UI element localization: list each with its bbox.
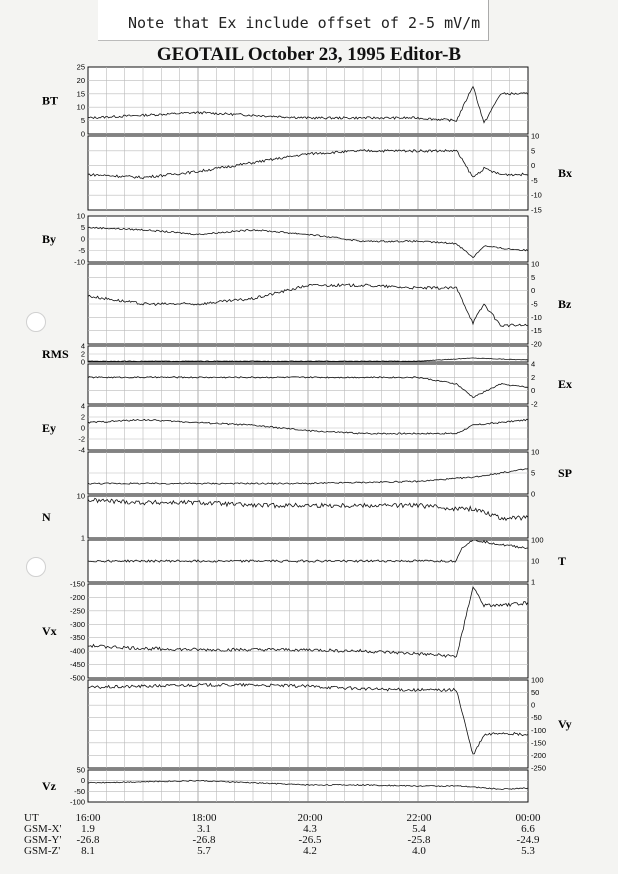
tick-label-Vx: -500 [69, 673, 85, 683]
tick-label-BT: 0 [80, 129, 85, 139]
tick-label-Ey: -2 [78, 434, 85, 444]
footer-value: 4.0 [412, 845, 426, 857]
tick-label-Bx: 5 [531, 146, 536, 156]
tick-label-Vz: 50 [76, 765, 85, 775]
ut-tick-label: 16:00 [75, 812, 101, 824]
note-text: Note that Ex include offset of 2-5 mV/m [128, 14, 481, 32]
tick-label-Bx: 10 [531, 131, 540, 141]
footer-value: 3.1 [197, 823, 211, 835]
ut-tick-label: 18:00 [191, 812, 217, 824]
tick-label-By: 5 [80, 223, 85, 232]
panel-label-Vx: Vx [42, 624, 57, 638]
tick-label-By: -10 [74, 257, 85, 267]
tick-label-T: 1 [531, 577, 536, 587]
tick-label-Ex: -2 [531, 399, 538, 409]
footer-row-label: GSM-X' [24, 823, 62, 835]
tick-label-SP: 5 [531, 468, 536, 478]
tick-label-Vz: -50 [74, 786, 85, 796]
tick-label-Vx: -200 [69, 592, 85, 602]
footer-value: 5.3 [521, 845, 535, 857]
tick-label-BT: 15 [76, 89, 85, 99]
panel-label-N: N [42, 510, 51, 524]
footer-row-label: UT [24, 812, 39, 824]
tick-label-Bz: -15 [531, 326, 542, 336]
footer-value: 6.6 [521, 823, 535, 835]
tick-label-Vx: -350 [69, 633, 85, 643]
tick-label-RMS: 2 [80, 349, 85, 359]
tick-label-T: 10 [531, 556, 540, 566]
tick-label-Bx: -10 [531, 190, 542, 200]
tick-label-Vy: -250 [531, 763, 547, 773]
tick-label-Ex: 4 [531, 359, 536, 369]
tick-label-By: 0 [80, 234, 85, 244]
tick-label-Vx: -300 [69, 619, 85, 629]
tick-label-Vy: -100 [531, 725, 547, 735]
footer-row-label: GSM-Y' [24, 834, 62, 846]
tick-label-RMS: 4 [80, 341, 85, 351]
tick-label-T: 100 [531, 535, 544, 545]
tick-label-Vx: -450 [69, 660, 85, 670]
tick-label-Ex: 0 [531, 386, 536, 396]
tick-label-Bx: 0 [531, 161, 536, 171]
panel-label-T: T [558, 554, 567, 568]
panel-label-Ey: Ey [42, 421, 57, 435]
tick-label-Ex: 2 [531, 372, 536, 382]
tick-label-N: 1 [80, 533, 85, 543]
tick-label-By: -5 [78, 246, 85, 255]
tick-label-RMS: 0 [80, 357, 85, 367]
tick-label-Vy: 100 [531, 675, 544, 685]
panel-label-Bx: Bx [558, 166, 573, 180]
tick-label-Vx: -400 [69, 646, 85, 656]
panel-label-Vy: Vy [558, 717, 572, 731]
tick-label-Vy: -200 [531, 750, 547, 760]
panel-label-BT: BT [42, 93, 59, 108]
tick-label-Bz: 5 [531, 272, 536, 282]
tick-label-Bz: -5 [531, 299, 538, 309]
tick-label-Ey: 4 [80, 401, 85, 411]
panel-label-Vz: Vz [42, 779, 56, 793]
panel-label-SP: SP [558, 466, 573, 480]
footer-value: 4.3 [303, 823, 317, 835]
tick-label-Ey: 2 [80, 412, 85, 422]
panel-label-Bz: Bz [558, 297, 572, 311]
chart-title: GEOTAIL October 23, 1995 Editor-B [156, 44, 462, 65]
footer-value: 5.4 [412, 823, 426, 835]
footer-value: -24.9 [516, 834, 540, 846]
tick-label-Bx: -15 [531, 205, 542, 215]
tick-label-By: 10 [76, 211, 85, 221]
tick-label-Bz: -20 [531, 339, 542, 349]
tick-label-BT: 25 [76, 62, 85, 72]
footer-value: -25.8 [407, 834, 431, 846]
ut-tick-label: 20:00 [297, 812, 323, 824]
tick-label-N: 10 [76, 491, 85, 501]
footer-value: -26.5 [298, 834, 322, 846]
tick-label-Bx: -5 [531, 175, 538, 185]
footer-value: -26.8 [192, 834, 216, 846]
panel-label-By: By [42, 232, 57, 246]
footer-value: 4.2 [303, 845, 317, 857]
footer-value: 1.9 [81, 823, 95, 835]
tick-label-Ey: -4 [78, 445, 85, 455]
tick-label-Vy: 50 [531, 688, 540, 698]
tick-label-BT: 5 [80, 116, 85, 126]
tick-label-Vy: 0 [531, 700, 536, 710]
tick-label-BT: 20 [76, 75, 85, 85]
tick-label-Ey: 0 [80, 423, 85, 433]
tick-label-Vz: 0 [80, 776, 85, 786]
tick-label-Vx: -150 [69, 579, 85, 589]
tick-label-Bz: 0 [531, 286, 536, 296]
footer-row-label: GSM-Z' [24, 845, 61, 857]
footer-value: -26.8 [76, 834, 100, 846]
tick-label-SP: 10 [531, 447, 540, 457]
footer-value: 8.1 [81, 845, 95, 857]
ut-tick-label: 00:00 [515, 812, 541, 824]
tick-label-Vx: -250 [69, 606, 85, 616]
tick-label-SP: 0 [531, 489, 536, 499]
tick-label-Vy: -50 [531, 713, 542, 723]
footer-value: 5.7 [197, 845, 211, 857]
tick-label-Bz: 10 [531, 259, 540, 269]
tick-label-BT: 10 [76, 102, 85, 112]
panel-label-RMS: RMS [42, 347, 69, 361]
tick-label-Vz: -100 [69, 797, 85, 807]
ut-tick-label: 22:00 [406, 812, 432, 824]
tick-label-Vy: -150 [531, 738, 547, 748]
tick-label-Bz: -10 [531, 312, 542, 322]
panel-label-Ex: Ex [558, 377, 573, 391]
